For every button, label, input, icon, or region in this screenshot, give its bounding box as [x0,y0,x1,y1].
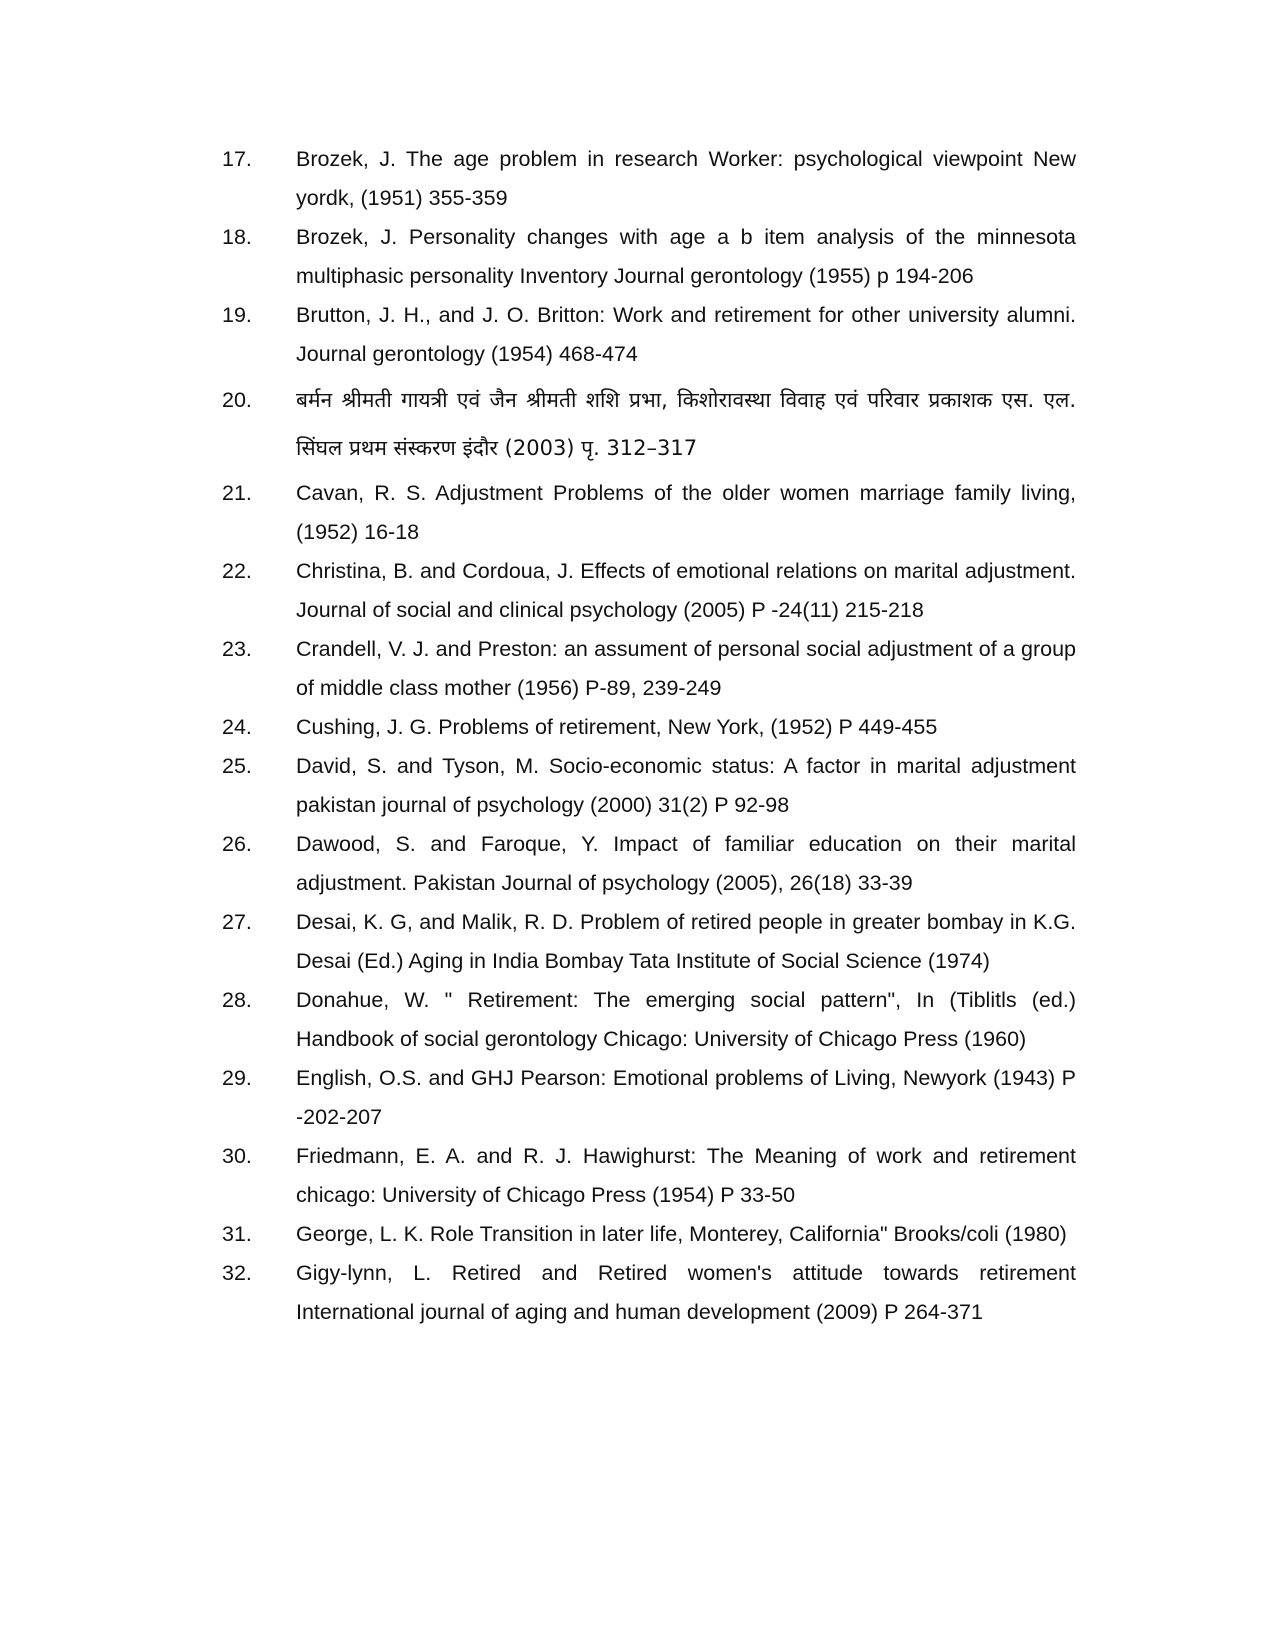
reference-list [222,140,1076,1332]
reference-item [222,376,1076,472]
reference-item [222,1059,1076,1137]
reference-number: 30. [222,1144,252,1168]
reference-text: Crandell, V. J. and Preston: an assument of personal social adjustment of a group of middle class mother (1956) P-89, 239-249 [296,637,1076,700]
reference-text: David, S. and Tyson, M. Socio-economic status: A factor in marital adjustment pakistan journal of psychology (2000) 31(2) P 92-98 [296,754,1076,817]
reference-text: Dawood, S. and Faroque, Y. Impact of familiar education on their marital adjustment. Pakistan Journal of psychology (2005), 26(18) 33-39 [296,832,1076,895]
reference-text: Christina, B. and Cordoua, J. Effects of emotional relations on marital adjustment. Journal of social and clinical psychology (2005) P -24(11) 215-218 [296,559,1076,622]
reference-number: 21. [222,481,252,505]
reference-number: 18. [222,225,252,249]
reference-item [222,825,1076,903]
reference-item [222,140,1076,218]
reference-number: 24. [222,715,252,739]
reference-item [222,747,1076,825]
reference-text: Friedmann, E. A. and R. J. Hawighurst: The Meaning of work and retirement chicago: University of Chicago Press (1954) P 33-50 [296,1144,1076,1207]
reference-number: 22. [222,559,252,583]
reference-number: 20. [222,388,252,412]
reference-number: 25. [222,754,252,778]
reference-text: Cushing, J. G. Problems of retirement, New York, (1952) P 449-455 [296,715,938,739]
reference-item [222,1137,1076,1215]
reference-number: 23. [222,637,252,661]
reference-item [222,218,1076,296]
reference-item [222,552,1076,630]
reference-text: English, O.S. and GHJ Pearson: Emotional problems of Living, Newyork (1943) P -202-207 [296,1066,1076,1129]
reference-item [222,708,1076,747]
reference-text: Brutton, J. H., and J. O. Britton: Work and retirement for other university alumni. Journal gerontology (1954) 468-474 [296,303,1076,366]
reference-text: Donahue, W. " Retirement: The emerging social pattern", In (Tiblitls (ed.) Handbook of social gerontology Chicago: University of Chicago Press (1960) [296,988,1076,1051]
reference-item [222,981,1076,1059]
reference-number: 31. [222,1222,252,1246]
reference-text: Brozek, J. The age problem in research Worker: psychological viewpoint New yordk, (1951) 355-359 [296,147,1076,210]
reference-text: बर्मन श्रीमती गायत्री एवं जैन श्रीमती शशि प्रभा, किशोरावस्था विवाह एवं परिवार प्रकाशक एस. एल. सिंघल प्रथम संस्करण इंदौर (2003) पृ. 312–317 [296,388,1076,460]
reference-number: 32. [222,1261,252,1285]
reference-item [222,1254,1076,1332]
reference-item [222,474,1076,552]
reference-text: Gigy-lynn, L. Retired and Retired women's attitude towards retirement International journal of aging and human development (2009) P 264-371 [296,1261,1076,1324]
reference-number: 27. [222,910,252,934]
reference-number: 19. [222,303,252,327]
reference-number: 26. [222,832,252,856]
reference-item [222,630,1076,708]
reference-item [222,1215,1076,1254]
reference-text: Brozek, J. Personality changes with age a b item analysis of the minnesota multiphasic personality Inventory Journal gerontology (1955) p 194-206 [296,225,1076,288]
reference-item [222,903,1076,981]
reference-text: Cavan, R. S. Adjustment Problems of the older women marriage family living, (1952) 16-18 [296,481,1076,544]
reference-text: Desai, K. G, and Malik, R. D. Problem of retired people in greater bombay in K.G. Desai (Ed.) Aging in India Bombay Tata Institute of Social Science (1974) [296,910,1076,973]
reference-text: George, L. K. Role Transition in later life, Monterey, California" Brooks/coli (1980) [296,1222,1067,1246]
reference-number: 17. [222,147,252,171]
reference-number: 29. [222,1066,252,1090]
reference-item [222,296,1076,374]
reference-number: 28. [222,988,252,1012]
